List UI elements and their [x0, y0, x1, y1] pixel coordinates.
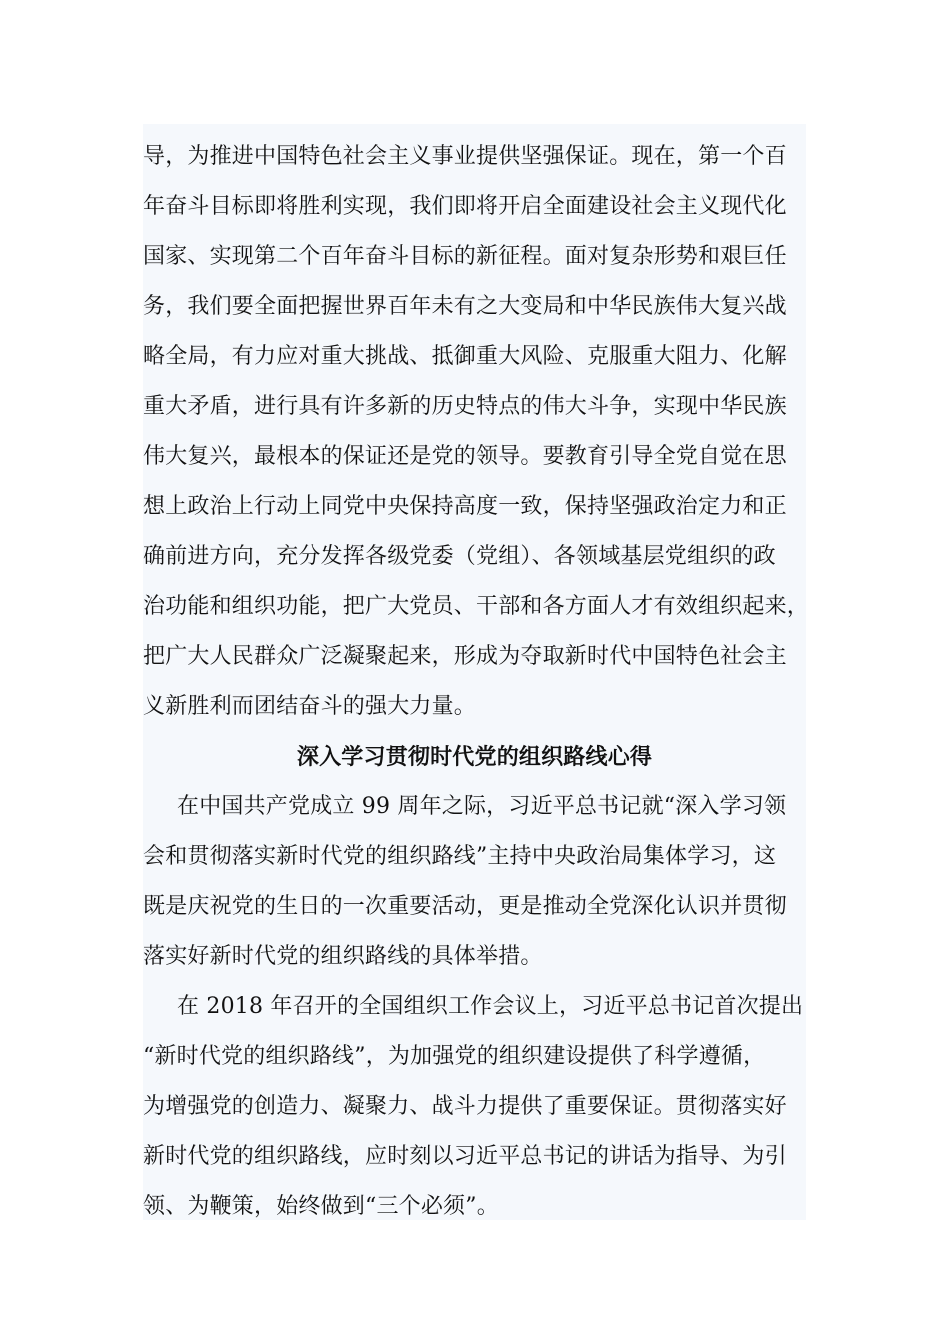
paragraph-line: 为增强党的创造力、凝聚力、战斗力提供了重要保证。贯彻落实好 — [143, 1094, 787, 1119]
paragraph-line: “新时代党的组织路线”，为加强党的组织建设提供了科学遵循， — [143, 1044, 766, 1069]
paragraph-line: 义新胜利而团结奋斗的强大力量。 — [143, 694, 477, 719]
paragraph-line: 伟大复兴，最根本的保证还是党的领导。要教育引导全党自觉在思 — [143, 444, 787, 469]
paragraph-line: 略全局，有力应对重大挑战、抵御重大风险、克服重大阻力、化解 — [143, 344, 787, 369]
paragraph-line: 重大矛盾，进行具有许多新的历史特点的伟大斗争，实现中华民族 — [143, 394, 787, 419]
document-text — [143, 132, 810, 1232]
paragraph-line: 年奋斗目标即将胜利实现，我们即将开启全面建设社会主义现代化 — [143, 194, 787, 219]
paragraph-line: 导，为推进中国特色社会主义事业提供坚强保证。现在，第一个百 — [143, 144, 787, 169]
paragraph-line: 领、为鞭策，始终做到“三个必须”。 — [143, 1194, 499, 1219]
paragraph-line: 会和贯彻落实新时代党的组织路线”主持中央政治局集体学习，这 — [143, 844, 777, 869]
document-page — [143, 124, 810, 1220]
paragraph-line: 确前进方向，充分发挥各级党委（党组）、各领域基层党组织的政 — [143, 544, 776, 569]
paragraph-line: 治功能和组织功能，把广大党员、干部和各方面人才有效组织起来， — [143, 594, 810, 619]
paragraph-line: 把广大人民群众广泛凝聚起来，形成为夺取新时代中国特色社会主 — [143, 644, 787, 669]
paragraph-line: 在中国共产党成立 99 周年之际，习近平总书记就“深入学习领 — [177, 794, 787, 819]
section-heading: 深入学习贯彻时代党的组织路线心得 — [296, 744, 653, 770]
paragraph-line: 在 2018 年召开的全国组织工作会议上，习近平总书记首次提出 — [177, 994, 804, 1019]
paragraph-line: 国家、实现第二个百年奋斗目标的新征程。面对复杂形势和艰巨任 — [143, 244, 787, 269]
paragraph-line: 务，我们要全面把握世界百年未有之大变局和中华民族伟大复兴战 — [143, 294, 787, 319]
paragraph-line: 新时代党的组织路线，应时刻以习近平总书记的讲话为指导、为引 — [143, 1144, 787, 1169]
paragraph-line: 想上政治上行动上同党中央保持高度一致，保持坚强政治定力和正 — [143, 494, 787, 519]
paragraph-line: 既是庆祝党的生日的一次重要活动，更是推动全党深化认识并贯彻 — [143, 894, 787, 919]
paragraph-line: 落实好新时代党的组织路线的具体举措。 — [143, 944, 543, 969]
